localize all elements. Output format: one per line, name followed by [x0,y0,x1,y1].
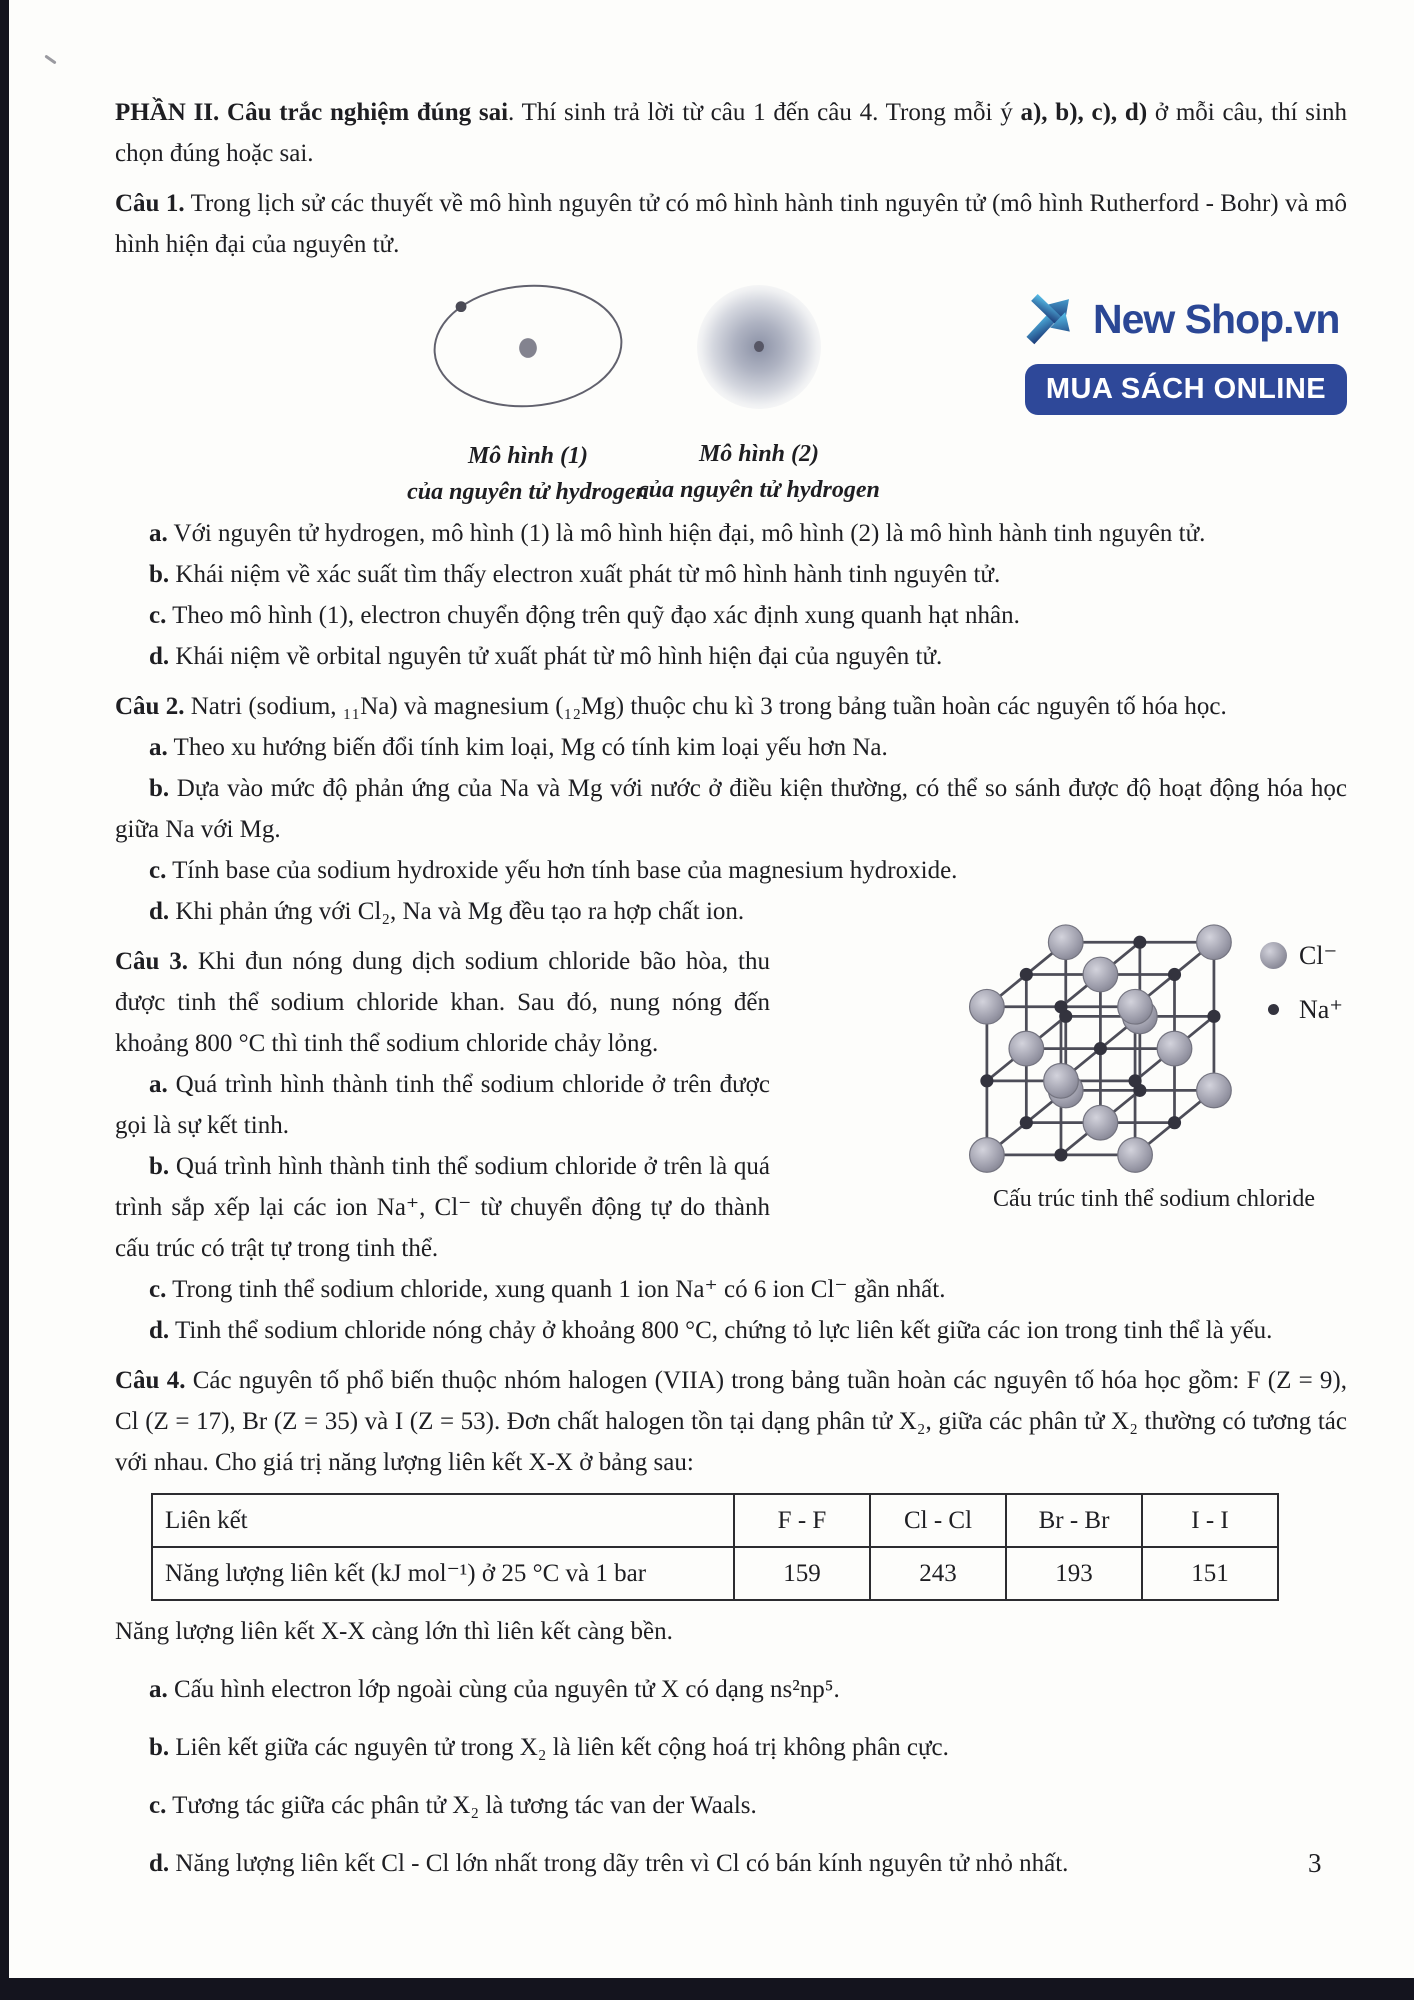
q1-statement-b: b. Khái niệm về xác suất tìm thấy electron xuất phát từ mô hình hành tinh nguyên tử. [149,561,1001,588]
table-header-row: Liên kết F - F Cl - Cl Br - Br I - I [152,1494,1278,1547]
nacl-lattice-diagram [963,911,1245,1179]
chloride-ion-icon [1260,942,1287,969]
q3-statement-a: a. Quá trình hình thành tinh thể sodium chloride ở trên được gọi là sự kết tinh. [115,1071,770,1139]
question-3-intro: Câu 3. Khi đun nóng dung dịch sodium chloride bão hòa, thu được tinh thể sodium chloride khan. Sau đó, nung nóng đến khoảng 800 °C thì tinh thể sodium chloride chảy lỏng. [115,948,770,1057]
q2-statement-d: d. Khi phản ứng với Cl₂, Na và Mg đều tạo ra hợp chất ion. [149,898,745,925]
legend-chloride: Cl⁻ [1260,935,1343,975]
q2-statement-c: c. Tính base của sodium hydroxide yếu hơn tính base của magnesium hydroxide. [149,857,958,884]
question-4-intro: Câu 4. Các nguyên tố phổ biến thuộc nhóm halogen (VIIA) trong bảng tuần hoàn các nguyên tố hóa học gồm: F (Z = 9), Cl (Z = 17), Br (Z = 35) và I (Z = 53). Đơn chất halogen tồn tại dạng phân tử X₂, giữa các phân tử X₂ thường có tương tác với nhau. Cho giá trị năng lượng liên kết X-X ở bảng sau: [115,1367,1347,1476]
q4-statement-d: d. Năng lượng liên kết Cl - Cl lớn nhất trong dãy trên vì Cl có bán kính nguyên tử nhỏ nhất. [149,1850,1069,1877]
q4-statement-a: a. Cấu hình electron lớp ngoài cùng của nguyên tử X có dạng ns²np⁵. [149,1676,840,1703]
q3-statement-c: c. Trong tinh thể sodium chloride, xung quanh 1 ion Na⁺ có 6 ion Cl⁻ gần nhất. [149,1276,946,1303]
q4-statement-b: b. Liên kết giữa các nguyên tử trong X₂ là liên kết cộng hoá trị không phân cực. [149,1734,949,1761]
q2-statement-a: a. Theo xu hướng biến đổi tính kim loại, Mg có tính kim loại yếu hơn Na. [149,734,888,761]
exam-content [115,0,1347,1884]
scan-edge-bottom [0,1978,1414,2000]
question-3 [115,941,1347,1351]
newshop-arrows-icon [1025,283,1087,355]
bond-energy-table [151,1493,1279,1601]
question-1-figures [115,271,1347,513]
question-2-intro: Câu 2. Natri (sodium, ₁₁Na) và magnesium (₁₂Mg) thuộc chu kì 3 trong bảng tuần hoàn các nguyên tố hóa học. [115,693,1227,720]
newshop-banner: MUA SÁCH ONLINE [1025,364,1347,415]
sodium-ion-icon [1268,1004,1279,1015]
q4-note: Năng lượng liên kết X-X càng lớn thì liên kết càng bền. [115,1618,673,1645]
q1-statement-c: c. Theo mô hình (1), electron chuyển động trên quỹ đạo xác định xung quanh hạt nhân. [149,602,1020,629]
newshop-brand-text: New Shop.vn [1093,295,1340,342]
figure-2-caption: Mô hình (2) của nguyên tử hydrogen [638,441,880,503]
part-header: PHẦN II. Câu trắc nghiệm đúng sai. Thí sinh trả lời từ câu 1 đến câu 4. Trong mỗi ý a), b), c), d) ở mỗi câu, thí sinh chọn đúng hoặc sai. [115,99,1347,167]
question-1-intro: Câu 1. Trong lịch sử các thuyết về mô hình nguyên tử có mô hình hành tinh nguyên tử (mô hình Rutherford - Bohr) và mô hình hiện đại của nguyên tử. [115,190,1347,258]
scan-edge-left [0,0,9,2000]
legend-sodium: Na⁺ [1260,989,1343,1029]
crystal-caption: Cấu trúc tinh thể sodium chloride [993,1186,1315,1212]
q1-statement-d: d. Khái niệm về orbital nguyên tử xuất phát từ mô hình hiện đại của nguyên tử. [149,643,943,670]
q4-statement-c: c. Tương tác giữa các phân tử X₂ là tương tác van der Waals. [149,1792,757,1819]
table-value-row: Năng lượng liên kết (kJ mol⁻¹) ở 25 °C và 1 bar 159 243 193 151 [152,1547,1278,1600]
part-header-bold: PHẦN II. Câu trắc nghiệm đúng sai [115,99,509,126]
scan-artifact [44,55,56,65]
figure-1-caption: Mô hình (1) của nguyên tử hydrogen [407,443,649,505]
q3-statement-d: d. Tinh thể sodium chloride nóng chảy ở khoảng 800 °C, chứng tỏ lực liên kết giữa các ion trong tinh thể là yếu. [149,1317,1273,1344]
q1-statement-a: a. Với nguyên tử hydrogen, mô hình (1) là mô hình hiện đại, mô hình (2) là mô hình hành tinh nguyên tử. [149,520,1206,547]
crystal-legend [1260,935,1343,1043]
q2-statement-b: b. Dựa vào mức độ phản ứng của Na và Mg với nước ở điều kiện thường, có thể so sánh được độ hoạt động hóa học giữa Na với Mg. [115,775,1347,843]
newshop-logo [1025,283,1347,415]
nacl-crystal-figure [963,911,1345,1220]
planetary-model-icon [429,283,627,411]
figure-model-2 [609,283,909,508]
electron-cloud-icon [697,285,821,409]
q3-statement-b: b. Quá trình hình thành tinh thể sodium chloride ở trên là quá trình sắp xếp lại các ion Na⁺, Cl⁻ từ chuyển động tự do thành cấu trúc có trật tự trong tinh thể. [115,1153,770,1262]
page-number: 3 [1308,1848,1322,1878]
